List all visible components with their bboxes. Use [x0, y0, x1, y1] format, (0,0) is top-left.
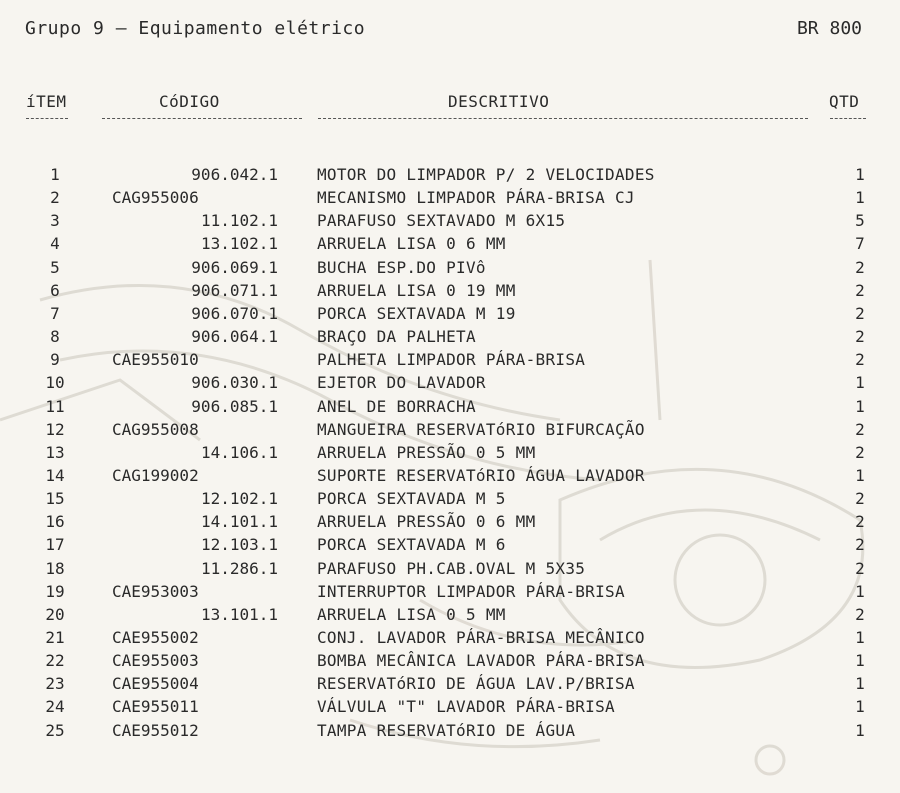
- part-code: CAG955006: [112, 188, 199, 208]
- part-code: 13.102.1: [200, 234, 278, 254]
- item-number: 11: [45, 396, 65, 416]
- item-number: 10: [45, 373, 65, 393]
- header-underline-description: [318, 118, 808, 119]
- part-quantity: 5: [855, 211, 865, 231]
- model-code: BR 800: [796, 18, 862, 39]
- header-underline-item: [26, 118, 68, 119]
- item-number: 9: [50, 350, 60, 370]
- item-number: 18: [45, 558, 65, 578]
- part-quantity: 1: [855, 165, 865, 184]
- table-row: [0, 279, 900, 302]
- part-description: PALHETA LIMPADOR PÁRA-BRISA: [317, 350, 586, 370]
- table-row: [0, 441, 900, 464]
- part-code: 12.103.1: [200, 535, 278, 555]
- table-row: [0, 418, 900, 441]
- part-code: 14.101.1: [200, 512, 278, 532]
- part-code: 11.286.1: [200, 558, 278, 578]
- header-underline-quantity: [830, 118, 866, 119]
- part-code: 906.069.1: [191, 257, 278, 277]
- column-header-code: CóDIGO: [159, 92, 220, 111]
- part-quantity: 2: [855, 327, 865, 347]
- table-row: [0, 695, 900, 718]
- item-number: 21: [45, 628, 65, 647]
- part-description: PORCA SEXTAVADA M 19: [317, 303, 516, 323]
- part-quantity: 2: [855, 535, 865, 555]
- part-code: CAE955011: [112, 697, 199, 717]
- part-code: 906.042.1: [191, 165, 278, 184]
- header-underline-code: [102, 118, 302, 119]
- item-number: 7: [50, 303, 60, 323]
- part-quantity: 1: [855, 674, 865, 694]
- part-description: PORCA SEXTAVADA M 5: [317, 489, 506, 509]
- part-description: ARRUELA LISA 0 19 MM: [317, 280, 516, 300]
- part-code: CAG199002: [112, 465, 199, 485]
- table-row: [0, 649, 900, 672]
- part-quantity: 2: [855, 442, 865, 462]
- part-quantity: 2: [855, 280, 865, 300]
- table-row: [0, 395, 900, 418]
- table-row: [0, 557, 900, 580]
- part-code: 906.085.1: [191, 396, 278, 416]
- table-row: [0, 464, 900, 487]
- part-code: CAE955010: [112, 350, 199, 370]
- part-quantity: 2: [855, 419, 865, 439]
- part-description: RESERVATóRIO DE ÁGUA LAV.P/BRISA: [317, 674, 635, 694]
- item-number: 16: [45, 512, 65, 532]
- table-row: [0, 348, 900, 371]
- part-code: 906.070.1: [191, 303, 278, 323]
- part-description: CONJ. LAVADOR PÁRA-BRISA MECÂNICO: [317, 628, 645, 647]
- table-row: [0, 510, 900, 533]
- table-row: [0, 603, 900, 626]
- part-description: PARAFUSO SEXTAVADO M 6X15: [317, 211, 566, 231]
- part-quantity: 2: [855, 257, 865, 277]
- part-description: MANGUEIRA RESERVATóRIO BIFURCAÇÃO: [317, 419, 645, 439]
- part-quantity: 1: [855, 697, 865, 717]
- item-number: 19: [45, 581, 65, 601]
- part-code: CAE955004: [112, 674, 199, 694]
- item-number: 1: [50, 165, 60, 184]
- item-number: 6: [50, 280, 60, 300]
- part-quantity: 1: [855, 628, 865, 647]
- part-code: 13.101.1: [200, 604, 278, 624]
- column-header-item: íTEM: [26, 92, 67, 111]
- part-description: SUPORTE RESERVATóRIO ÁGUA LAVADOR: [317, 465, 645, 485]
- table-row: [0, 186, 900, 209]
- part-description: MECANISMO LIMPADOR PÁRA-BRISA CJ: [317, 188, 635, 208]
- item-number: 2: [50, 188, 60, 208]
- part-description: VÁLVULA "T" LAVADOR PÁRA-BRISA: [317, 697, 615, 717]
- part-quantity: 1: [855, 373, 865, 393]
- part-code: 14.106.1: [200, 442, 278, 462]
- part-code: 906.064.1: [191, 327, 278, 347]
- table-row: [0, 672, 900, 695]
- part-description: TAMPA RESERVATóRIO DE ÁGUA: [317, 720, 576, 740]
- item-number: 14: [45, 465, 65, 485]
- item-number: 4: [50, 234, 60, 254]
- part-description: ARRUELA PRESSÃO 0 6 MM: [317, 512, 536, 532]
- table-row: [0, 325, 900, 348]
- part-code: 11.102.1: [200, 211, 278, 231]
- part-quantity: 1: [855, 465, 865, 485]
- part-quantity: 7: [855, 234, 865, 254]
- part-description: ARRUELA LISA 0 5 MM: [317, 604, 506, 624]
- column-header-quantity: QTD: [829, 92, 860, 111]
- item-number: 13: [45, 442, 65, 462]
- item-number: 15: [45, 489, 65, 509]
- item-number: 20: [45, 604, 65, 624]
- item-number: 24: [45, 697, 65, 717]
- part-description: BRAÇO DA PALHETA: [317, 327, 476, 347]
- part-code: CAE955012: [112, 720, 199, 740]
- part-description: INTERRUPTOR LIMPADOR PÁRA-BRISA: [317, 581, 625, 601]
- part-quantity: 1: [855, 396, 865, 416]
- part-quantity: 2: [855, 489, 865, 509]
- item-number: 25: [45, 720, 65, 740]
- item-number: 5: [50, 257, 60, 277]
- table-row: [0, 719, 900, 742]
- part-description: EJETOR DO LAVADOR: [317, 373, 486, 393]
- part-description: BUCHA ESP.DO PIVô: [317, 257, 486, 277]
- part-quantity: 1: [855, 651, 865, 671]
- item-number: 12: [45, 419, 65, 439]
- part-description: BOMBA MECÂNICA LAVADOR PÁRA-BRISA: [317, 651, 645, 671]
- part-code: CAE955002: [112, 628, 199, 647]
- part-description: PARAFUSO PH.CAB.OVAL M 5X35: [317, 558, 586, 578]
- table-row: [0, 256, 900, 279]
- part-quantity: 2: [855, 604, 865, 624]
- part-code: 12.102.1: [200, 489, 278, 509]
- item-number: 3: [50, 211, 60, 231]
- part-description: ANEL DE BORRACHA: [317, 396, 476, 416]
- table-row: [0, 626, 900, 649]
- item-number: 23: [45, 674, 65, 694]
- table-row: [0, 302, 900, 325]
- part-code: CAE953003: [112, 581, 199, 601]
- table-row: [0, 209, 900, 232]
- table-row: [0, 163, 900, 186]
- part-code: 906.030.1: [191, 373, 278, 393]
- item-number: 8: [50, 327, 60, 347]
- part-quantity: 2: [855, 303, 865, 323]
- part-description: ARRUELA PRESSÃO 0 5 MM: [317, 442, 536, 462]
- page-title: Grupo 9 – Equipamento elétrico: [25, 18, 366, 39]
- part-code: 906.071.1: [191, 280, 278, 300]
- table-row: [0, 580, 900, 603]
- item-number: 22: [45, 651, 65, 671]
- part-code: CAG955008: [112, 419, 199, 439]
- table-row: [0, 232, 900, 255]
- part-quantity: 2: [855, 512, 865, 532]
- table-row: [0, 533, 900, 556]
- part-quantity: 2: [855, 350, 865, 370]
- part-description: ARRUELA LISA 0 6 MM: [317, 234, 506, 254]
- part-quantity: 1: [855, 188, 865, 208]
- column-header-description: DESCRITIVO: [448, 92, 550, 111]
- table-row: [0, 487, 900, 510]
- part-description: PORCA SEXTAVADA M 6: [317, 535, 506, 555]
- part-quantity: 1: [855, 720, 865, 740]
- part-quantity: 1: [855, 581, 865, 601]
- part-quantity: 2: [855, 558, 865, 578]
- part-code: CAE955003: [112, 651, 199, 671]
- table-row: [0, 371, 900, 394]
- part-description: MOTOR DO LIMPADOR P/ 2 VELOCIDADES: [317, 165, 655, 184]
- item-number: 17: [45, 535, 65, 555]
